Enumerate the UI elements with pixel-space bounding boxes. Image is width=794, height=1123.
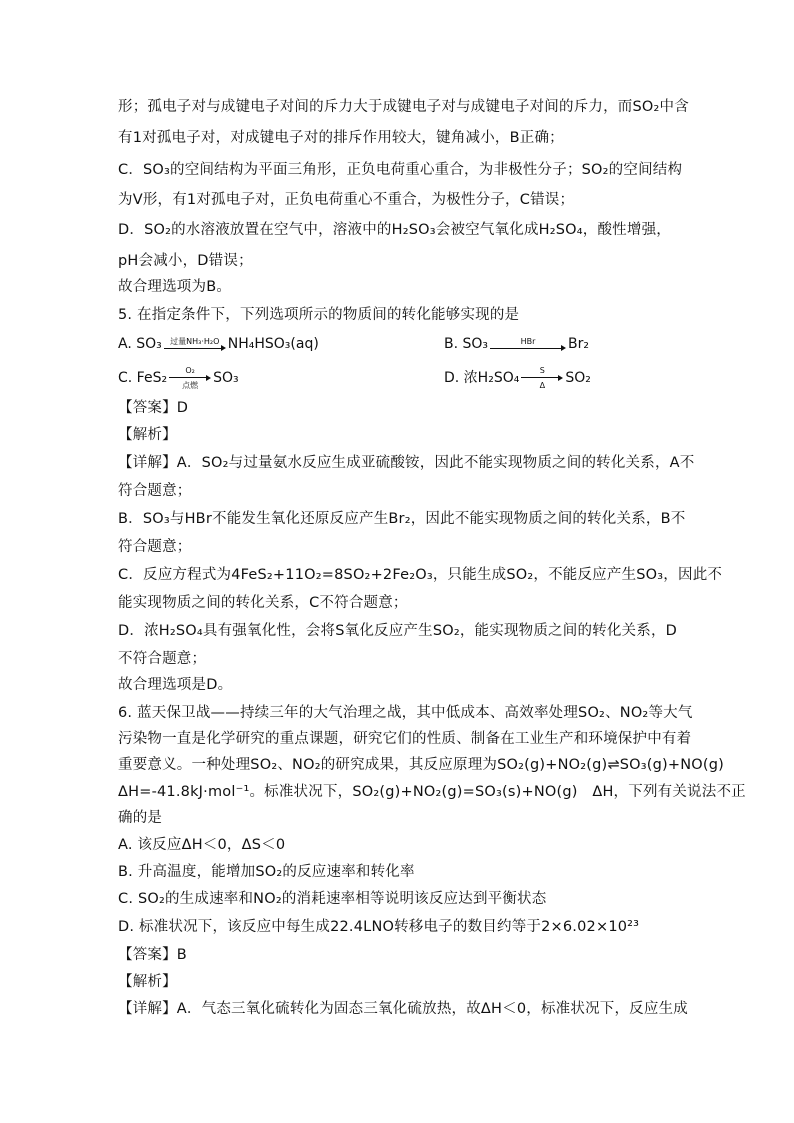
arrow-icon	[164, 346, 226, 352]
text-line: 符合题意；	[118, 539, 192, 555]
text-line: 确的是	[118, 810, 163, 826]
text-line: 符合题意；	[118, 483, 192, 499]
reaction-arrow	[164, 337, 226, 352]
text-line: 故合理选项为B。	[118, 279, 232, 295]
text-line: 污染物一直是化学研究的重点课题，研究它们的性质、制备在工业生产和环境保护中有着	[118, 731, 692, 747]
q5-option-d	[444, 366, 591, 390]
reaction-arrow	[169, 366, 211, 390]
arrow-condition-top: S	[539, 366, 545, 375]
reaction-arrow	[490, 337, 566, 352]
arrow-condition-bottom: 点燃	[182, 381, 199, 390]
text-line: B．SO₃与HBr不能发生氧化还原反应产生Br₂，因此不能实现物质之间的转化关系，B不	[118, 511, 686, 527]
q6-option-d: D. 标准状况下，该反应中每生成22.4LNO转移电子的数目约等于2×6.02×10²³	[118, 919, 640, 935]
arrow-condition-bottom: Δ	[539, 381, 546, 390]
text-line: 【详解】A．SO₂与过量氨水反应生成亚硫酸铵，因此不能实现物质之间的转化关系，A不	[118, 455, 695, 471]
text-line: 不符合题意；	[118, 651, 207, 667]
text-line: 形；孤电子对与成键电子对间的斥力大于成键电子对与成键电子对间的斥力，而SO₂中含	[118, 99, 689, 115]
question-5-stem: 5. 在指定条件下，下列选项所示的物质间的转化能够实现的是	[118, 307, 520, 323]
q5-option-a	[118, 334, 319, 354]
text-line: 有1对孤电子对，对成键电子对的排斥作用较大，键角减小，B正确；	[118, 130, 564, 146]
option-c-product: SO₃	[213, 370, 239, 386]
analysis-label: 【解析】	[118, 974, 177, 990]
text-line: 能实现物质之间的转化关系，C不符合题意；	[118, 595, 408, 611]
text-line: 重要意义。一种处理SO₂、NO₂的研究成果，其反应原理为SO₂(g)+NO₂(g)⇌SO₃(g)+NO(g)	[118, 757, 725, 773]
text-line: 故合理选项是D。	[118, 677, 233, 693]
text-line: D．浓H₂SO₄具有强氧化性，会将S氧化反应产生SO₂，能实现物质之间的转化关系，D	[118, 623, 678, 639]
answer-label: 【答案】D	[118, 400, 189, 416]
option-d-reactant: D. 浓H₂SO₄	[444, 370, 520, 386]
q5-option-c	[118, 366, 239, 390]
option-d-product: SO₂	[565, 370, 591, 386]
option-c-reactant: C. FeS₂	[118, 370, 168, 386]
q5-option-b	[444, 334, 589, 354]
arrow-icon	[490, 346, 566, 352]
text-line: ΔH=-41.8kJ·mol⁻¹。标准状况下，SO₂(g)+NO₂(g)=SO₃(s)+NO(g) ΔH，下列有关说法不正	[118, 784, 746, 800]
q6-option-a: A. 该反应ΔH＜0，ΔS＜0	[118, 837, 286, 853]
option-b-reactant: B. SO₃	[444, 336, 489, 352]
reaction-arrow	[521, 366, 563, 390]
option-a-product: NH₄HSO₃(aq)	[227, 336, 319, 352]
text-line: D．SO₂的水溶液放置在空气中，溶液中的H₂SO₃会被空气氧化成H₂SO₄，酸性增强，	[118, 222, 671, 238]
answer-label: 【答案】B	[118, 947, 187, 963]
question-6-stem: 6. 蓝天保卫战——持续三年的大气治理之战，其中低成本、高效率处理SO₂、NO₂等大气	[118, 705, 693, 721]
text-line: C．SO₃的空间结构为平面三角形，正负电荷重心重合，为非极性分子；SO₂的空间结构	[118, 162, 683, 178]
option-a-reactant: A. SO₃	[118, 336, 162, 352]
arrow-icon	[169, 375, 211, 381]
arrow-icon	[521, 375, 563, 381]
q6-option-b: B. 升高温度，能增加SO₂的反应速率和转化率	[118, 864, 415, 880]
option-b-product: Br₂	[568, 336, 590, 352]
text-line: C．反应方程式为4FeS₂+11O₂=8SO₂+2Fe₂O₃，只能生成SO₂，不能反应产生SO₃，因此不	[118, 567, 723, 583]
text-line: pH会减小，D错误；	[118, 253, 253, 269]
arrow-condition-top: 过量NH₃·H₂O	[170, 336, 220, 346]
arrow-condition-top: HBr	[520, 336, 536, 346]
arrow-condition-top: O₂	[185, 366, 195, 375]
text-line: 【详解】A．气态三氧化硫转化为固态三氧化硫放热，故ΔH＜0，标准状况下，反应生成	[118, 1001, 688, 1017]
analysis-label: 【解析】	[118, 427, 177, 443]
q6-option-c: C. SO₂的生成速率和NO₂的消耗速率相等说明该反应达到平衡状态	[118, 891, 547, 907]
text-line: 为V形，有1对孤电子对，正负电荷重心不重合，为极性分子，C错误；	[118, 192, 575, 208]
